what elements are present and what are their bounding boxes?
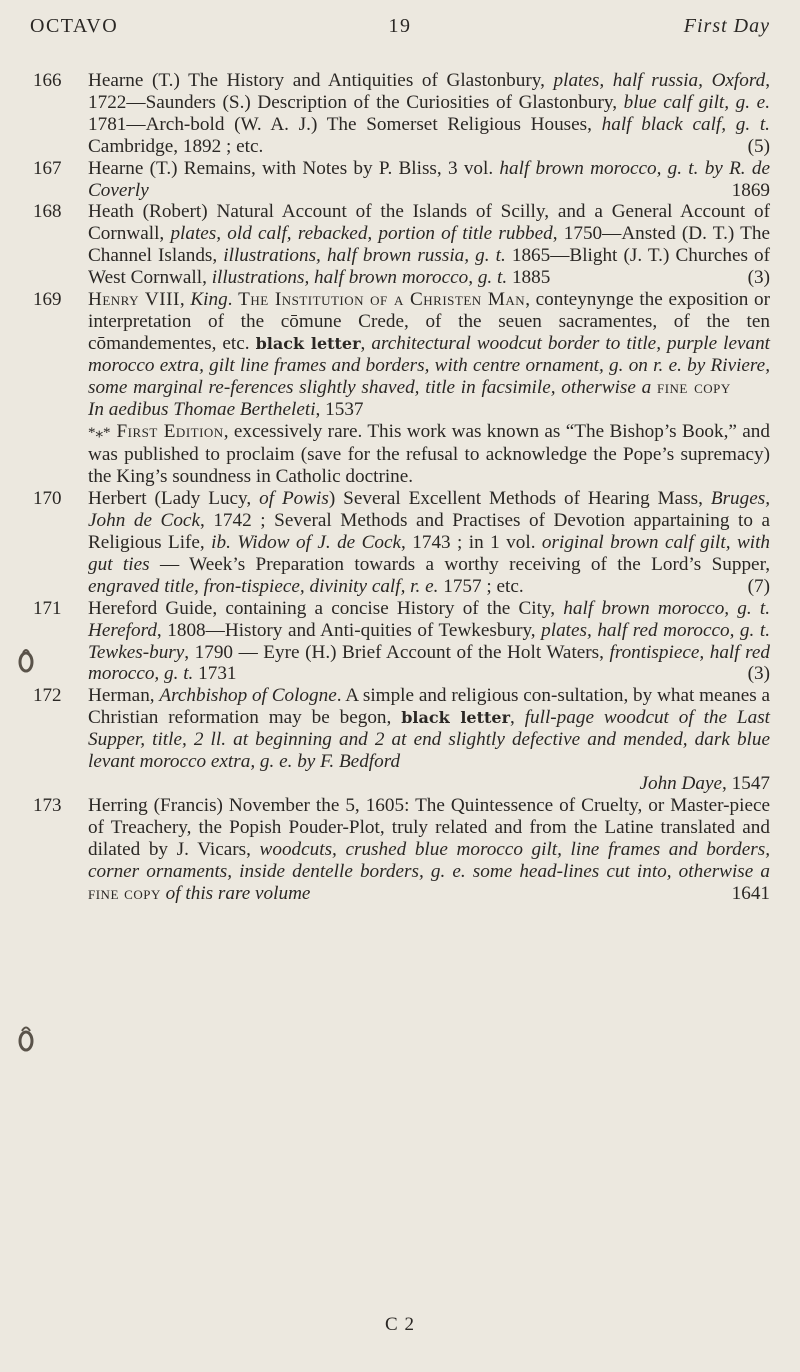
catalogue-entry <box>33 70 770 158</box>
lot-description: Heath (Robert) Natural Account of the Islands of Scilly, and a General Account of Cornwall, plates, old calf, rebacked, portion of title rubbed, 1750—Ansted (D. T.) The Channel Islands, illustrations, half brown russia, g. t. 1865—Blight (J. T.) Churches of West Cornwall, illustrations, half brown morocco, g. t. 1885 (3) <box>88 201 770 289</box>
lot-number: 172 <box>33 685 62 707</box>
catalogue-entry <box>33 685 770 795</box>
signature-mark: C 2 <box>385 1314 415 1335</box>
lot-description: Henry VIII, King. The Institution of a Christen Man, conteynynge the exposition or interpretation of the cōmune Crede, of the seuen sacramentes, of the ten cōmandementes, etc. black letter, architectural woodcut border to title, purple levant morocco extra, gilt line frames and borders, with centre ornament, g. on r. e. by Riviere, some marginal re-ferences slightly shaved, title in facsimile, otherwise a fine copy In aedibus Thomae Bertheleti, 1537 *⁎* First Edition, excessively rare. This work was known as “The Bishop’s Book,” and was published to proclaim (save for the refusal to acknowledge the Pope’s supremacy) the King’s soundness in Catholic doctrine. <box>88 289 771 488</box>
lot-number: 171 <box>33 597 62 619</box>
lot-number: 169 <box>33 289 62 311</box>
lot-description: Hereford Guide, containing a concise History of the City, half brown morocco, g. t. Hereford, 1808—History and Anti-quities of Tewkesbury, plates, half red morocco, g. t. Tewkes-bury, 1790 — Eyre (H.) Brief Account of the Holt Waters, frontispiece, half red morocco, g. t. 1731 (3) <box>88 597 770 685</box>
lot-description: Hearne (T.) The History and Antiquities of Glastonbury, plates, half russia, Oxford, 1722—Saunders (S.) Description of the Curiosities of Glastonbury, blue calf gilt, g. e. 1781—Arch-bold (W. A. J.) The Somerset Religious Houses, half black calf, g. t. Cambridge, 1892 ; etc. (5) <box>88 70 771 157</box>
header-octavo: OCTAVO <box>30 15 119 37</box>
catalogue-entry <box>33 598 770 686</box>
catalogue-entry <box>33 488 770 598</box>
lot-number: 167 <box>33 157 62 179</box>
page-header <box>30 15 770 45</box>
page-number: 19 <box>388 15 412 37</box>
lot-number: 170 <box>33 488 62 510</box>
header-day: First Day <box>683 15 770 37</box>
catalogue-entry <box>33 289 770 488</box>
lot-description: Hearne (T.) Remains, with Notes by P. Bliss, 3 vol. half brown morocco, g. t. by R. de Coverly 1869 <box>88 157 770 201</box>
catalogue-entry <box>33 795 770 905</box>
lot-number: 168 <box>33 201 62 223</box>
catalogue-entry <box>33 201 770 289</box>
lot-description: Herman, Archbishop of Cologne. A simple and religious con-sultation, by what meanes a Christian reformation may be begon, black letter, full-page woodcut of the Last Supper, title, 2 ll. at beginning and 2 at end slightly defective and mended, dark blue levant morocco extra, g. e. by F. Bedford John Daye, 1547 <box>88 685 770 794</box>
lot-number: 173 <box>33 794 62 816</box>
catalogue-entries <box>33 70 770 904</box>
lot-number: 166 <box>33 70 62 91</box>
lot-description: Herring (Francis) November the 5, 1605: The Quintessence of Cruelty, or Master-piece of Treachery, the Popish Pouder-Plot, truly related and from the Latine translated and dilated by J. Vicars, woodcuts, crushed blue morocco gilt, line frames and borders, corner ornaments, inside dentelle borders, g. e. some head-lines cut into, otherwise a fine copy of this rare volume 1641 <box>88 794 770 904</box>
lot-description: Herbert (Lady Lucy, of Powis) Several Excellent Methods of Hearing Mass, Bruges, John de Cock, 1742 ; Several Methods and Practises of Devotion appartaining to a Religious Life, ib. Widow of J. de Cock, 1743 ; in 1 vol. original brown calf gilt, with gut ties — Week’s Preparation towards a worthy receiving of the Lord’s Supper, engraved title, fron-tispiece, divinity calf, r. e. 1757 ; etc. (7) <box>88 488 770 597</box>
binding-hole-mark-icon <box>17 1025 35 1055</box>
catalogue-entry <box>33 158 770 202</box>
